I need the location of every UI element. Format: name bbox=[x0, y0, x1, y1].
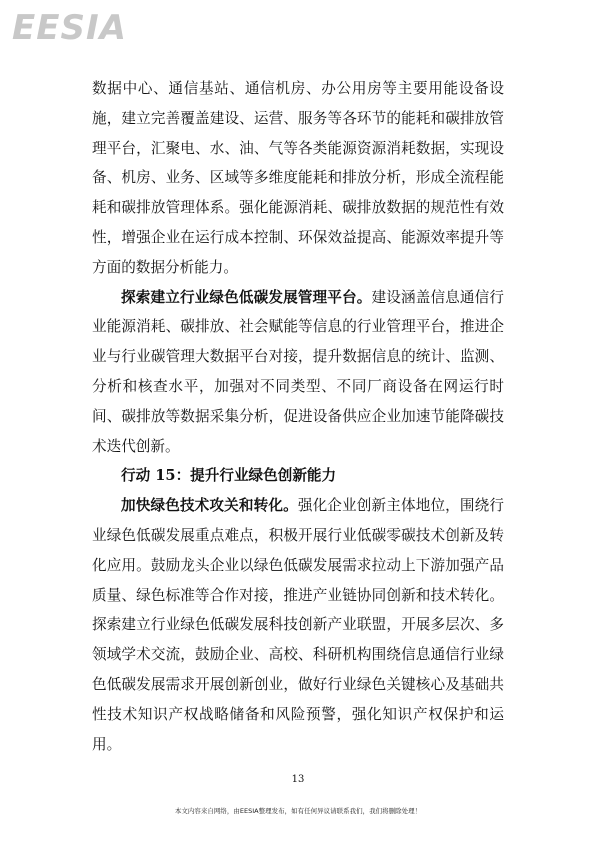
eesia-logo: EESIA bbox=[12, 8, 127, 48]
paragraph-energy-management: 数据中心、通信基站、通信机房、办公用房等主要用能设备设施，建立完善覆盖建设、运营、服务等各环节的能耗和碳排放管理平台，汇聚电、水、油、气等各类能源资源消耗数据，实现设备、机房、业务、区域等多维度能耗和排放分析，形成全流程能耗和碳排放管理体系。强化能源消耗、碳排放数据的规范性有效性，增强企业在运行成本控制、环保效益提高、能源效率提升等方面的数据分析能力。 bbox=[92, 80, 504, 276]
action-title: 行动 15：提升行业绿色创新能力 bbox=[121, 467, 337, 485]
page-number: 13 bbox=[291, 774, 305, 785]
footer-disclaimer: 本文内容来自网络，由EESIA整理发布，如有任何异议请联系我们，我们将删除处理！ bbox=[174, 807, 422, 815]
paragraph-heading: 加快绿色技术攻关和转化。 bbox=[121, 497, 298, 515]
document-body bbox=[92, 74, 504, 759]
paragraph-text: 建设涵盖信息通信行业能源消耗、碳排放、社会赋能等信息的行业管理平台，推进企业与行业碳管理大数据平台对接，提升数据信息的统计、监测、分析和核查水平，加强对不同类型、不同厂商设备在网运行时间、碳排放等数据采集分析，促进设备供应企业加速节能降碳技术迭代创新。 bbox=[92, 288, 504, 455]
paragraph-green-technology bbox=[92, 491, 504, 759]
paragraph-management-platform bbox=[92, 283, 504, 462]
paragraph-heading: 探索建立行业绿色低碳发展管理平台。 bbox=[121, 288, 372, 306]
paragraph-text: 强化企业创新主体地位，围绕行业绿色低碳发展重点难点，积极开展行业低碳零碳技术创新及转化应用。鼓励龙头企业以绿色低碳发展需求拉动上下游加强产品质量、绿色标准等合作对接，推进产业链协同创新和技术转化。探索建立行业绿色低碳发展科技创新产业联盟，开展多层次、多领域学术交流，鼓励企业、高校、科研机构围绕信息通信行业绿色低碳发展需求开展创新创业，做好行业绿色关键核心及基础共性技术知识产权战略储备和风险预警，强化知识产权保护和运用。 bbox=[92, 497, 504, 753]
